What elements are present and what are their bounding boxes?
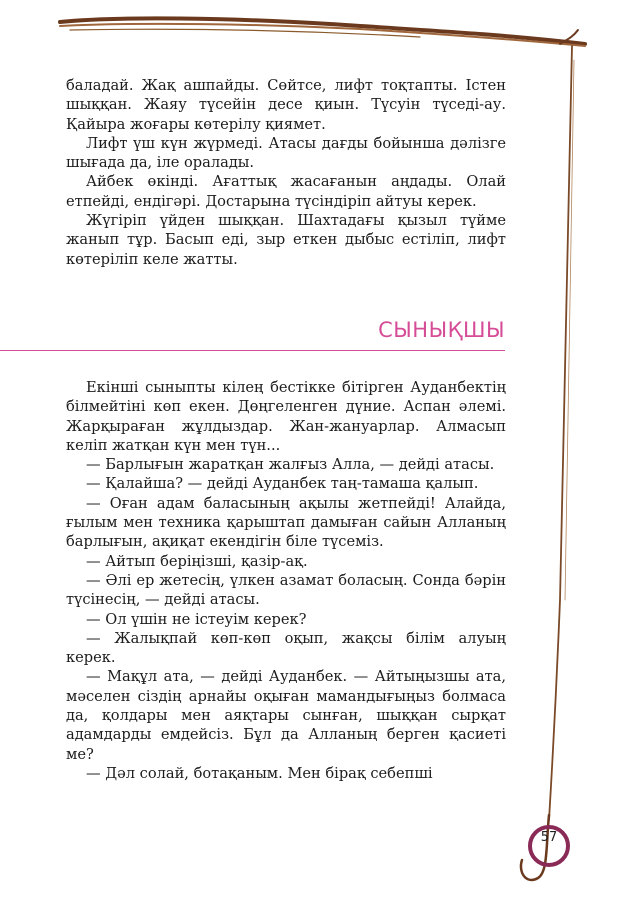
top-text-block bbox=[66, 76, 506, 269]
dialogue-line: — Барлығын жаратқан жалғыз Алла, — дейді атасы. bbox=[86, 456, 495, 474]
section-divider bbox=[0, 350, 505, 351]
paragraph: Екінші сыныпты кілең бестікке бітірген Ауданбектің білмейтіні көп екен. Дөңгеленген дүние. Аспан әлемі. Жарқыраған жұлдыздар. Жан-жануарлар. Алмасып келіп жатқан күн мен түн... bbox=[66, 379, 506, 454]
branch-twig bbox=[560, 30, 578, 44]
hook-curve bbox=[521, 815, 549, 880]
page-number: 57 bbox=[540, 830, 558, 845]
top-branch-shade bbox=[60, 24, 585, 46]
dialogue-line: — Қалайша? — дейді Ауданбек таң-тамаша қалып. bbox=[86, 475, 479, 493]
top-branch-underside bbox=[70, 29, 420, 37]
paragraph: Лифт үш күн жүрмеді. Атасы дағды бойынша дәлізге шығада да, іле оралады. bbox=[66, 134, 506, 172]
paragraph: Айбек өкінді. Ағаттық жасағанын аңдады. Олай етпейді, ендігәрі. Достарына түсіндіріп айтуы керек. bbox=[66, 173, 506, 210]
section-title: СЫНЫҚШЫ bbox=[378, 318, 505, 342]
dialogue-line: — Жалықпай көп-көп оқып, жақсы білім алуың керек. bbox=[66, 629, 506, 667]
dialogue-line: — Әлі ер жетесің, үлкен азамат боласың. Сонда бәрін түсінесің, — дейді атасы. bbox=[66, 571, 506, 609]
dialogue-line: — Ол үшін не істеуім керек? bbox=[86, 610, 307, 628]
dialogue-line: — Оған адам баласының ақылы жетпейді! Алайда, ғылым мен техника қарыштап дамыған сайын Алланың барлығын, ақиқат екендігін біле түсеміз. bbox=[66, 494, 506, 551]
top-branch bbox=[60, 18, 585, 44]
vertical-line bbox=[549, 46, 572, 820]
paragraph: баладай. Жақ ашпайды. Сөйтсе, лифт тоқтапты. Істен шыққан. Жаяу түсейін десе қиын. Түсуін түседі-ау. Қайыра жоғары көтерілу қиямет. bbox=[66, 77, 506, 133]
dialogue-line: — Айтып беріңізші, қазір-ақ. bbox=[86, 552, 308, 570]
dialogue-line: — Дәл солай, ботақаным. Мен бірақ себепші bbox=[86, 764, 433, 782]
vertical-line-shade bbox=[565, 60, 574, 600]
dialogue-line: — Мақұл ата, — дейді Ауданбек. — Айтыңызшы ата, мәселен сіздің арнайы оқыған мамандығыңыз болмаса да, қолдары мен аяқтары сынған, шыққан сырқат адамдарды емдейсіз. Бұл да Алланың берген қасиеті ме? bbox=[66, 668, 506, 763]
paragraph: Жүгіріп үйден шыққан. Шахтадағы қызыл түйме жанып тұр. Басып еді, зыр еткен дыбыс естіліп, лифт көтеріліп келе жатты. bbox=[66, 212, 506, 268]
bottom-text-block bbox=[66, 378, 506, 783]
